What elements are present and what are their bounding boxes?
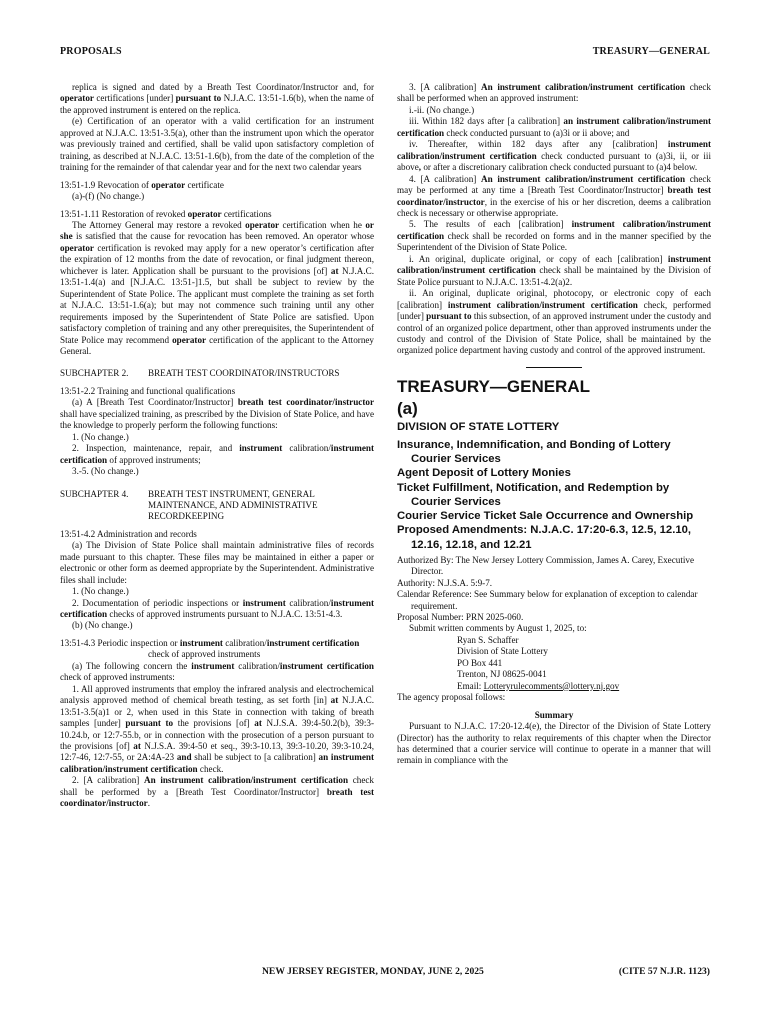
subchapter-4-heading <box>60 489 374 523</box>
section-13-51-1-9-body: (a)-(f) (No change.) <box>72 191 145 202</box>
section-13-51-2-2-a: (a) A [Breath Test Coordinator/Instructor] breath test coordinator/instructor shall have specialized training, as prescribed by the Division of State Police, and have the knowledge to properly perform the following functions: <box>60 397 374 431</box>
running-header-right: TREASURY—GENERAL <box>592 46 710 57</box>
calendar-reference: Calendar Reference: See Summary below for explanation of exception to calendar requirement. <box>397 589 698 611</box>
section-divider <box>526 367 582 368</box>
rule-heading-2: Agent Deposit of Lottery Monies <box>397 467 571 480</box>
address-line-5 <box>457 681 711 692</box>
section-13-51-4-3-1: 1. All approved instruments that employ the infrared analysis and electrochemical analysis approved method of chemical breath testing, as set forth [in] at N.J.A.C. 13:51-3.5(a)1 or 2, when used in this State in connection with taking of breath samples [under] pursuant to the provisions [of] at N.J.S.A. 39:4-50.2(b), 39:3-10.24.b, or 12:7-55.b, or in connection with the prosecution of a person pursuant to the provisions [of] at N.J.S.A. 39:4-50 et seq., 39:3-10.13, 39:3-10.20, 39:3-10.24, 12:7-46, 12:7-55, or 2A:4A-23 and shall be subject to [a calibration] an instrument calibration/instrument certification check. <box>60 683 374 774</box>
summary-title: Summary <box>534 709 574 720</box>
subchapter-4-title: BREATH TEST INSTRUMENT, GENERAL MAINTENANCE, AND ADMINISTRATIVE RECORDKEEPING <box>148 488 318 522</box>
subchapter-2-title: BREATH TEST COORDINATOR/INSTRUCTORS <box>148 368 340 379</box>
section-13-51-2-2-3-5: 3.-5. (No change.) <box>72 466 139 477</box>
proposal-follows: The agency proposal follows: <box>397 692 506 703</box>
rule-heading-3: Ticket Fulfillment, Notification, and Redemption by Courier Services <box>397 481 670 508</box>
section-13-51-4-2-a: (a) The Division of State Police shall maintain administrative files of records made pursuant to this chapter. These files may be maintained in either a paper or electronic or other form as deemed appropriate by the Superintendent. Administrative files shall include: <box>60 540 374 585</box>
section-13-51-2-2-2: 2. Inspection, maintenance, repair, and instrument calibration/instrument certification of approved instruments; <box>60 443 375 465</box>
contact-address <box>397 635 711 692</box>
division-heading: DIVISION OF STATE LOTTERY <box>397 420 560 433</box>
section-13-51-4-3-4: 4. [A calibration] An instrument calibration/instrument certification check may be performed at any time a [Breath Test Coordinator/Instructor] breath test coordinator/instructor, in the exercise of his or her discretion, deems a calibration check is necessary or otherwise appropriate. <box>397 173 711 218</box>
section-13-51-4-3-5: 5. The results of each [calibration] instrument calibration/instrument certification check shall be recorded on forms and in the manner specified by the Superintendent of the Division of State Police. <box>397 219 711 253</box>
section-13-51-4-3-3-i-ii: i.-ii. (No change.) <box>409 104 475 115</box>
section-13-51-4-2-2: 2. Documentation of periodic inspections or instrument calibration/instrument certification checks of approved instruments pursuant to N.J.A.C. 13:51-4.3. <box>60 597 374 620</box>
address-line-3: PO Box 441 <box>457 657 503 668</box>
section-13-51-4-3-5-ii: ii. An original, duplicate original, photocopy, or electronic copy of each [calibration] instrument calibration/instrument certification check, performed [under] pursuant to this subsection, of an approved instrument under the custody and control of an organized police department, other than approved instruments under the custody and control of the Division of State Police, shall be maintained by the organized police department having custody and control of the approved instrument. <box>397 288 712 356</box>
subchapter-2-number: SUBCHAPTER 2. <box>60 368 129 379</box>
address-line-2: Division of State Lottery <box>457 646 548 657</box>
section-13-51-4-3-3-iv: iv. Thereafter, within 182 days after any [calibration] instrument calibration/instrument certification check conducted pursuant to (a)3i, ii, or iii above, or after a discretionary calibration check conducted pursuant to (a)4 below. <box>397 139 711 173</box>
continued-paragraph: replica is signed and dated by a Breath Test Coordinator/Instructor and, for operator certifications [under] pursuant to N.J.A.C. 13:51-1.6(b), when the name of the approved instrument is entered on the replica. <box>60 82 375 115</box>
running-header-left: PROPOSALS <box>60 46 122 57</box>
authority: Authority: N.J.S.A. 5:9-7. <box>397 577 493 588</box>
paragraph-e: (e) Certification of an operator with a valid certification for an instrument approved at N.J.A.C. 13:51-3.5(a), other than the instrument upon which the operator was previously trained and certified, shall be valid upon satisfactory completion of training, as described at N.J.A.C. 13:51-1.6(b), from the date of the completion of the training for the remainder of that calendar year and for the next two calendar years <box>60 116 374 173</box>
section-13-51-4-3-title: 13:51-4.3 Periodic inspection or instrument calibration/instrument certification check of approved instruments <box>60 637 360 660</box>
right-column <box>397 82 711 767</box>
authorized-by: Authorized By: The New Jersey Lottery Commission, James A. Carey, Executive Director. <box>397 554 695 577</box>
section-13-51-4-2-1: 1. (No change.) <box>72 586 129 597</box>
section-13-51-1-11-title: 13:51-1.11 Restoration of revoked operator certifications <box>60 208 272 219</box>
section-13-51-1-9-title: 13:51-1.9 Revocation of operator certificate <box>60 179 224 190</box>
rule-heading-5: Proposed Amendments: N.J.A.C. 17:20-6.3, 12.5, 12.10, 12.16, 12.18, and 12.21 <box>397 524 692 551</box>
address-line-4: Trenton, NJ 08625-0041 <box>457 669 547 680</box>
section-subtitle: (a) <box>397 398 418 418</box>
rule-heading-4: Courier Service Ticket Sale Occurrence and Ownership <box>397 510 694 523</box>
section-13-51-4-3-a: (a) The following concern the instrument calibration/instrument certification check of approved instruments: <box>60 660 374 683</box>
section-13-51-4-3-5-i: i. An original, duplicate original, or copy of each [calibration] instrument calibration/instrument certification check shall be maintained by the Division of State Police pursuant to N.J.A.C. 13:51-4.2(a)2. <box>397 253 711 287</box>
section-13-51-4-2-title: 13:51-4.2 Administration and records <box>60 528 197 539</box>
section-13-51-2-2-1: 1. (No change.) <box>72 431 129 442</box>
rule-heading-1: Insurance, Indemnification, and Bonding of Lottery Courier Services <box>397 439 671 466</box>
summary-body: Pursuant to N.J.A.C. 17:20-12.4(e), the Director of the Division of State Lottery (Director) has the authority to relax requirements of this chapter when the Director has determined that a courier service will continue to operate in a manner that will remain in compliance with the <box>397 721 711 766</box>
subchapter-2-heading <box>60 368 374 379</box>
email-link[interactable]: Lotteryrulecomments@lottery.nj.gov <box>483 680 620 691</box>
section-13-51-4-3-2: 2. [A calibration] An instrument calibration/instrument certification check shall be performed by a [Breath Test Coordinator/Instructor] breath test coordinator/instructor. <box>60 775 374 809</box>
submit-comments: Submit written comments by August 1, 2025, to: <box>409 623 587 634</box>
address-line-1: Ryan S. Schaffer <box>457 634 519 645</box>
section-13-51-4-3-3: 3. [A calibration] An instrument calibration/instrument certification check shall be performed when an approved instrument: <box>397 82 711 104</box>
footer-cite: (CITE 57 N.J.R. 1123) <box>618 966 710 977</box>
section-13-51-1-11-body: The Attorney General may restore a revoked operator certification when he or she is satisfied that the cause for revocation has been removed. An operator whose operator certification is revoked may apply for a new operator’s certification after the expiration of 12 months from the date of revocation, or final judgment thereon, whichever is later. Application shall be pursuant to the provisions [of] at N.J.A.C. 13:51-1.4(a) and [N.J.A.C. 13:51-]1.5, but shall be subject to review by the Superintendent of State Police. The applicant must complete the training as set forth at N.J.A.C. 13:51-1.6(a); but may not commence such training until any other requirements imposed by the Superintendent of State Police are satisfied. Upon satisfactory completion of training and any other prerequisites, the Superintendent of State Police may recommend operator certification of the applicant to the Attorney General. <box>60 219 374 356</box>
footer-register: NEW JERSEY REGISTER, MONDAY, JUNE 2, 2025 <box>262 966 484 977</box>
section-13-51-2-2-title: 13:51-2.2 Training and functional qualifications <box>60 385 236 396</box>
email-label: Email: <box>457 680 484 691</box>
section-13-51-4-2-b: (b) (No change.) <box>72 620 133 631</box>
proposal-number: Proposal Number: PRN 2025-060. <box>397 611 524 622</box>
section-title: TREASURY—GENERAL <box>397 376 590 396</box>
left-column <box>60 82 374 810</box>
section-13-51-4-3-3-iii: iii. Within 182 days after [a calibration] an instrument calibration/instrument certification check conducted pursuant to (a)3i or ii above; and <box>397 116 711 138</box>
subchapter-4-number: SUBCHAPTER 4. <box>60 488 129 499</box>
